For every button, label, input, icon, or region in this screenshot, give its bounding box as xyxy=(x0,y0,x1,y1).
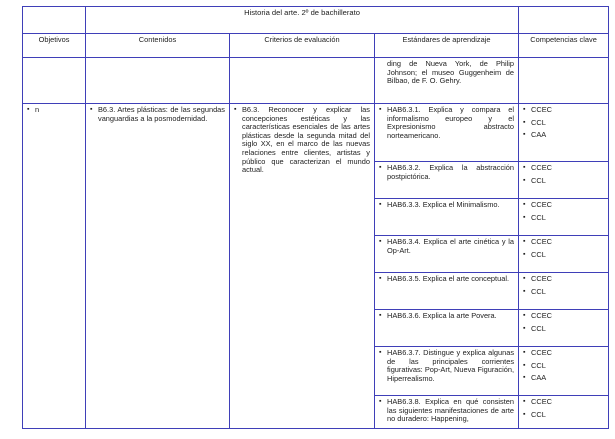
bullet-icon: ▪ xyxy=(523,250,526,258)
title-row xyxy=(23,7,609,34)
competencia-item-text: CCEC xyxy=(531,274,552,283)
competencia-item xyxy=(523,214,604,223)
standard-item xyxy=(379,164,514,181)
contenido-cell xyxy=(86,104,230,429)
bullet-icon: ▪ xyxy=(523,410,526,418)
standard-item-text: HAB6.3.8. Explica en qué consisten las siguientes manifestaciones de arte no duradero: Happening, xyxy=(387,397,515,424)
standard-item-text: HAB6.3.1. Explica y compara el informalismo europeo y el Expresionismo abstracto norteamericano. xyxy=(387,105,515,140)
competencia-item xyxy=(523,411,604,420)
standard-cell xyxy=(375,273,519,310)
standard-cell xyxy=(375,396,519,429)
competencia-item xyxy=(523,238,604,247)
competencia-item-text: CAA xyxy=(531,130,547,140)
standard-cell xyxy=(375,104,519,162)
competencias-cell xyxy=(519,347,609,396)
bullet-icon: ▪ xyxy=(379,349,382,356)
competencia-item-text: CCEC xyxy=(531,237,552,246)
criterio-cell xyxy=(230,104,375,429)
competencia-item xyxy=(523,251,604,260)
standard-item xyxy=(379,106,514,140)
blank-corner-cell xyxy=(23,7,86,34)
continuation-text: ding de Nueva York, de Philip Johnson; el museo Guggenheim de Bilbao, de F. O. Gehry. xyxy=(387,59,515,86)
standard-cell xyxy=(375,199,519,236)
competencia-item-text: CCL xyxy=(531,409,546,419)
bullet-icon: ▪ xyxy=(90,106,93,113)
standard-item xyxy=(379,349,514,383)
competencia-item xyxy=(523,201,604,210)
standard-item xyxy=(379,312,514,321)
competencia-item xyxy=(523,177,604,186)
competencias-cell xyxy=(519,310,609,347)
competencia-item xyxy=(523,288,604,297)
bullet-icon: ▪ xyxy=(27,106,30,113)
competencia-item-text: CCEC xyxy=(531,105,552,114)
table-title: Historia del arte. 2º de bachillerato xyxy=(86,7,519,34)
competencia-item xyxy=(523,164,604,173)
continuation-criterio-cell xyxy=(230,58,375,104)
standard-item xyxy=(379,201,514,210)
competencia-item-text: CCL xyxy=(531,286,546,296)
bullet-icon: ▪ xyxy=(523,238,526,245)
bullet-icon: ▪ xyxy=(379,164,382,171)
standard-item-text: HAB6.3.3. Explica el Minimalismo. xyxy=(387,200,500,209)
bullet-icon: ▪ xyxy=(523,164,526,171)
competencia-item-text: CCL xyxy=(531,117,546,127)
bullet-icon: ▪ xyxy=(523,118,526,126)
standard-item-text: HAB6.3.5. Explica el arte conceptual. xyxy=(387,274,510,283)
competencia-item-text: CCEC xyxy=(531,348,552,357)
competencias-list xyxy=(523,349,604,383)
competencia-item xyxy=(523,119,604,128)
bullet-icon: ▪ xyxy=(523,131,526,139)
header-criterios: Criterios de evaluación xyxy=(230,34,375,58)
competencia-item-text: CCL xyxy=(531,323,546,333)
table-row xyxy=(23,104,609,162)
bullet-icon: ▪ xyxy=(523,213,526,221)
bullet-icon: ▪ xyxy=(379,312,382,319)
competencias-list xyxy=(523,312,604,333)
criterio-item-text: B6.3. Reconocer y explicar las concepciones estéticas y las características esenciales de las artes plásticas desde la segunda mitad del siglo XX, en el marco de las nuevas relaciones entre clientes, artistas y público que caracterizan el mundo actual. xyxy=(242,105,370,175)
competencia-item-text: CCEC xyxy=(531,311,552,320)
competencias-cell xyxy=(519,273,609,310)
column-header-row xyxy=(23,34,609,58)
continuation-row xyxy=(23,58,609,104)
bullet-icon: ▪ xyxy=(523,361,526,369)
header-objetivos: Objetivos xyxy=(23,34,86,58)
standard-cell xyxy=(375,347,519,396)
competencia-item-text: CCL xyxy=(531,212,546,222)
competencia-item-text: CAA xyxy=(531,373,547,383)
bullet-icon: ▪ xyxy=(523,349,526,356)
competencias-list xyxy=(523,238,604,259)
competencia-item xyxy=(523,349,604,358)
competencias-list xyxy=(523,398,604,419)
competencia-item xyxy=(523,275,604,284)
bullet-icon: ▪ xyxy=(523,176,526,184)
standard-item xyxy=(379,238,514,255)
continuation-contenido-cell xyxy=(86,58,230,104)
continuation-objetivo-cell xyxy=(23,58,86,104)
competencia-item xyxy=(523,325,604,334)
standard-item-text: HAB6.3.4. Explica el arte cinética y la Op-Art. xyxy=(387,237,515,255)
competencias-cell xyxy=(519,199,609,236)
continuation-competencias-cell xyxy=(519,58,609,104)
continuation-standard-cell xyxy=(375,58,519,104)
header-estandares: Estándares de aprendizaje xyxy=(375,34,519,58)
competencias-list xyxy=(523,201,604,222)
standard-item xyxy=(379,275,514,284)
title-right-cell xyxy=(519,7,609,34)
standard-cell xyxy=(375,236,519,273)
header-contenidos: Contenidos xyxy=(86,34,230,58)
competencias-list xyxy=(523,106,604,140)
bullet-icon: ▪ xyxy=(523,287,526,295)
standard-cell xyxy=(375,310,519,347)
bullet-icon: ▪ xyxy=(379,106,382,113)
competencia-item xyxy=(523,362,604,371)
competencia-item-text: CCEC xyxy=(531,163,552,172)
competencia-item xyxy=(523,106,604,115)
objetivo-cell xyxy=(23,104,86,429)
competencia-item-text: CCL xyxy=(531,249,546,259)
standard-item-text: HAB6.3.6. Explica la arte Povera. xyxy=(387,311,497,320)
bullet-icon: ▪ xyxy=(523,398,526,405)
bullet-icon: ▪ xyxy=(523,106,526,113)
competencia-item-text: CCL xyxy=(531,360,546,370)
bullet-icon: ▪ xyxy=(523,324,526,332)
competencia-item xyxy=(523,312,604,321)
competencia-item xyxy=(523,131,604,140)
bullet-icon: ▪ xyxy=(379,275,382,282)
bullet-icon: ▪ xyxy=(523,275,526,282)
bullet-icon: ▪ xyxy=(379,201,382,208)
criterio-item xyxy=(234,106,370,175)
competencias-cell xyxy=(519,162,609,199)
competencias-cell xyxy=(519,104,609,162)
curriculum-table xyxy=(22,6,609,429)
competencia-item xyxy=(523,398,604,407)
bullet-icon: ▪ xyxy=(379,238,382,245)
competencia-item xyxy=(523,374,604,383)
competencias-cell xyxy=(519,236,609,273)
bullet-icon: ▪ xyxy=(234,106,237,113)
competencias-list xyxy=(523,275,604,296)
bullet-icon: ▪ xyxy=(523,201,526,208)
standard-cell xyxy=(375,162,519,199)
standard-item xyxy=(379,398,514,424)
competencias-cell xyxy=(519,396,609,429)
bullet-icon: ▪ xyxy=(379,398,382,405)
objetivo-item xyxy=(27,106,81,115)
contenido-item xyxy=(90,106,225,123)
contenido-item-text: B6.3. Artes plásticas: de las segundas vanguardias a la posmodernidad. xyxy=(98,105,225,123)
competencia-item-text: CCEC xyxy=(531,200,552,209)
header-competencias: Competencias clave xyxy=(519,34,609,58)
competencia-item-text: CCL xyxy=(531,175,546,185)
bullet-icon: ▪ xyxy=(523,374,526,382)
standard-item-text: HAB6.3.2. Explica la abstracción postpictórica. xyxy=(387,163,515,181)
standard-item-text: HAB6.3.7. Distingue y explica algunas de las principales corrientes figurativas: Pop-Art, Nueva Figuración, Hiperrealismo. xyxy=(387,348,515,383)
bullet-icon: ▪ xyxy=(523,312,526,319)
competencias-list xyxy=(523,164,604,185)
objetivo-item-text: n xyxy=(35,105,40,114)
competencia-item-text: CCEC xyxy=(531,397,552,406)
